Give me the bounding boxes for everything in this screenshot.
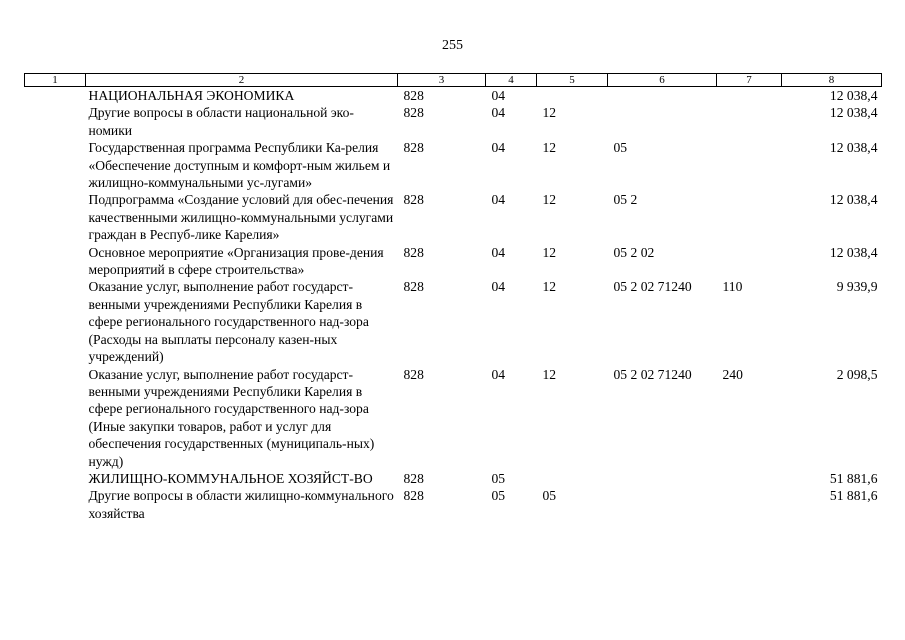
row-amount: 51 881,6 [829, 488, 878, 504]
row-name: ЖИЛИЩНО-КОММУНАЛЬНОЕ ХОЗЯЙСТ-ВО [88, 470, 373, 486]
row-code-6: 05 [613, 140, 628, 156]
row-code-3: 828 [403, 192, 424, 208]
row-code-7: 240 [722, 366, 743, 382]
row-number [25, 104, 86, 139]
row-code-3: 828 [403, 279, 424, 295]
row-code-4: 04 [491, 366, 506, 382]
row-code-3: 828 [403, 105, 424, 121]
budget-table [24, 73, 882, 522]
row-number [25, 487, 86, 522]
row-code-4: 05 [491, 470, 506, 486]
row-code-6 [608, 104, 717, 139]
row-amount: 12 038,4 [829, 192, 878, 208]
header-cell-2: 2 [86, 74, 398, 87]
header-cell-6: 6 [608, 74, 717, 87]
table-row [25, 104, 882, 139]
row-code-3: 828 [403, 88, 424, 103]
row-code-7: 110 [722, 279, 743, 295]
row-code-6 [608, 470, 717, 487]
table-row [25, 139, 882, 191]
row-name: НАЦИОНАЛЬНАЯ ЭКОНОМИКА [88, 88, 295, 103]
row-code-5: 12 [542, 244, 557, 260]
row-code-5 [537, 87, 608, 105]
row-number [25, 470, 86, 487]
row-amount: 12 038,4 [829, 244, 878, 260]
row-code-4: 04 [491, 105, 506, 121]
row-number [25, 87, 86, 105]
row-code-5: 12 [542, 105, 557, 121]
row-amount: 9 939,9 [836, 279, 878, 295]
row-code-5: 12 [542, 192, 557, 208]
row-code-4: 04 [491, 279, 506, 295]
row-number [25, 366, 86, 470]
row-code-5: 05 [542, 488, 557, 504]
row-amount: 12 038,4 [829, 105, 878, 121]
row-code-7 [717, 87, 782, 105]
row-code-4: 04 [491, 244, 506, 260]
row-code-6 [608, 87, 717, 105]
table-row [25, 470, 882, 487]
header-cell-4: 4 [486, 74, 537, 87]
table-row [25, 366, 882, 470]
row-number [25, 244, 86, 279]
row-name: Другие вопросы в области жилищно-коммунального хозяйства [88, 488, 394, 521]
header-cell-3: 3 [398, 74, 486, 87]
row-code-4: 05 [491, 488, 506, 504]
row-code-4: 04 [491, 192, 506, 208]
table-row [25, 244, 882, 279]
row-code-7 [717, 487, 782, 522]
row-amount: 51 881,6 [829, 470, 878, 486]
row-name: Оказание услуг, выполнение работ государст-венными учреждениями Республики Карелия в сфере регионального государственного над-зора (Иные закупки товаров, работ и услуг для обеспечения государственных (муниципаль-ных) нужд) [88, 366, 375, 469]
row-name: Государственная программа Республики Ка-релия «Обеспечение доступным и комфорт-ным жильем и жилищно-коммунальными ус-лугами» [88, 140, 391, 191]
table-body [25, 87, 882, 523]
row-code-3: 828 [403, 488, 424, 504]
row-code-7 [717, 470, 782, 487]
page-number: 255 [442, 38, 463, 53]
row-amount: 12 038,4 [829, 88, 878, 103]
row-code-3: 828 [403, 244, 424, 260]
row-code-7 [717, 139, 782, 191]
header-cell-8: 8 [782, 74, 882, 87]
row-number [25, 278, 86, 365]
row-code-3: 828 [403, 140, 424, 156]
row-code-5: 12 [542, 279, 557, 295]
row-number [25, 191, 86, 243]
row-amount: 2 098,5 [836, 366, 878, 382]
row-code-4: 04 [491, 140, 506, 156]
header-cell-5: 5 [537, 74, 608, 87]
header-row [25, 74, 882, 87]
table-row [25, 191, 882, 243]
row-name: Основное мероприятие «Организация прове-дения мероприятий в сфере строительства» [88, 244, 384, 278]
row-code-6: 05 2 02 71240 [613, 366, 692, 382]
table-row [25, 278, 882, 365]
row-code-6: 05 2 02 71240 [613, 279, 692, 295]
row-code-3: 828 [403, 470, 424, 486]
header-cell-1: 1 [25, 74, 86, 87]
row-code-6: 05 2 [613, 192, 638, 208]
header-cell-7: 7 [717, 74, 782, 87]
row-code-5 [537, 470, 608, 487]
row-code-5: 12 [542, 366, 557, 382]
row-number [25, 139, 86, 191]
table-header [25, 74, 882, 87]
row-code-5: 12 [542, 140, 557, 156]
row-name: Подпрограмма «Создание условий для обес-печения качественными жилищно-коммунальными услугами граждан в Респуб-лике Карелия» [88, 192, 394, 243]
row-code-4: 04 [491, 88, 506, 103]
row-name: Другие вопросы в области национальной эко-номики [88, 105, 354, 138]
row-name: Оказание услуг, выполнение работ государст-венными учреждениями Республики Карелия в сфере регионального государственного над-зора (Расходы на выплаты персоналу казен-ных учреждений) [88, 279, 369, 365]
table-row [25, 487, 882, 522]
row-code-6 [608, 487, 717, 522]
row-code-7 [717, 191, 782, 243]
row-code-7 [717, 244, 782, 279]
row-amount: 12 038,4 [829, 140, 878, 156]
row-code-3: 828 [403, 366, 424, 382]
row-code-7 [717, 104, 782, 139]
row-code-6: 05 2 02 [613, 244, 655, 260]
table-row [25, 87, 882, 105]
